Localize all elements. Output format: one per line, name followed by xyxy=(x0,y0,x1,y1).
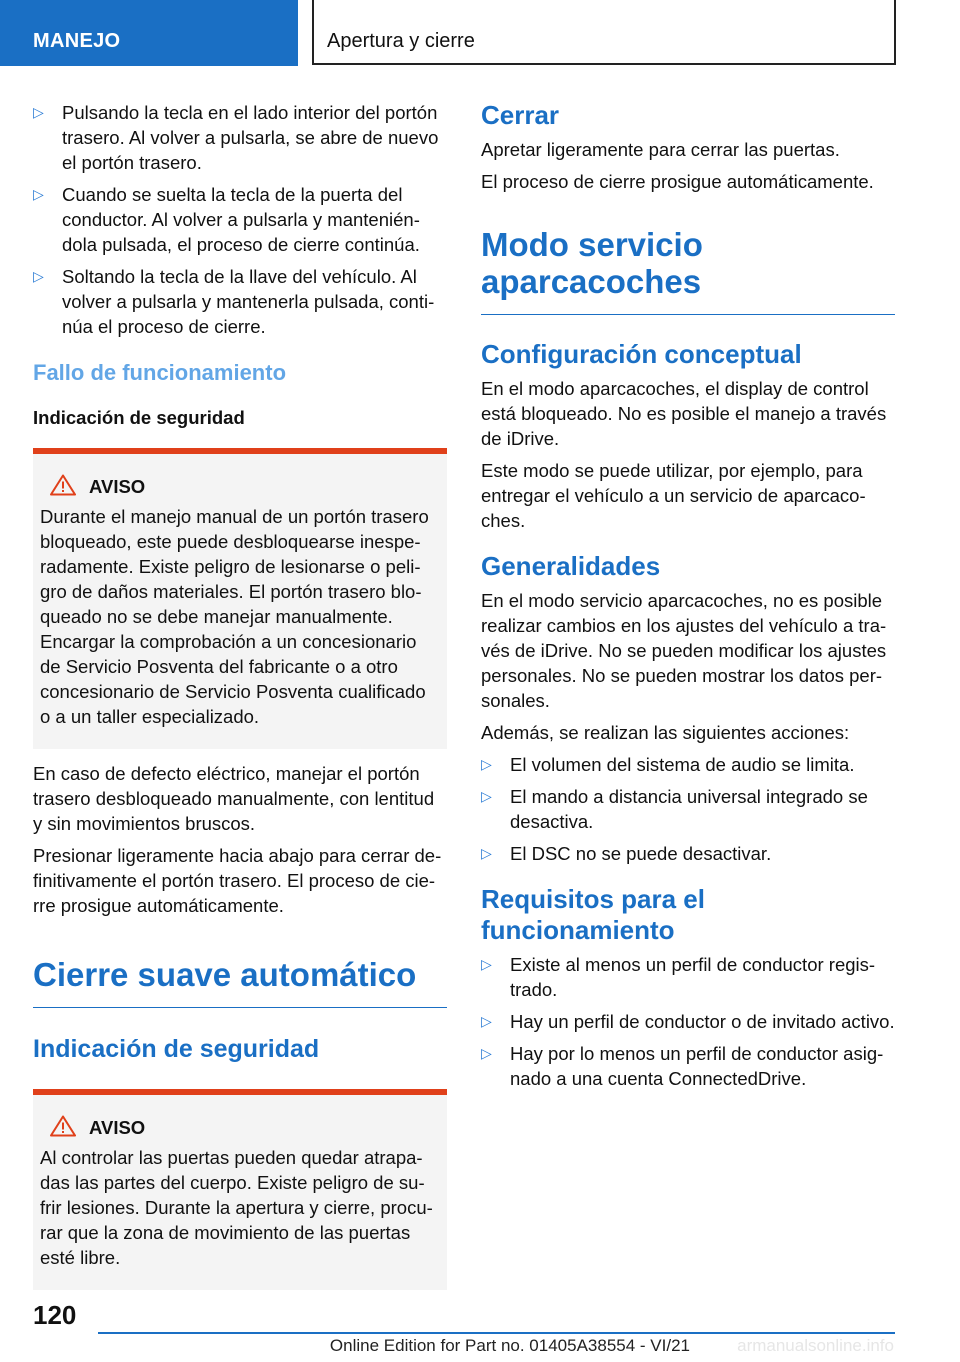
triangle-right-icon: ▷ xyxy=(481,845,492,861)
warning-triangle-icon xyxy=(50,1115,76,1143)
requirements-heading: Requisitos para el funcionamiento xyxy=(481,884,705,945)
subsection-heading: Indicación de seguridad xyxy=(33,1035,320,1063)
section-heading: Cierre suave automático xyxy=(33,956,447,1008)
page-header xyxy=(0,0,960,66)
warning-title: AVISO xyxy=(89,476,146,497)
paragraph: En caso de defecto eléctrico, manejar el portón trasero desbloqueado manualmente, con lentitud y sin movimientos bruscos. xyxy=(33,763,435,834)
triangle-right-icon: ▷ xyxy=(33,186,44,202)
chapter-title: Apertura y cierre xyxy=(312,0,896,65)
left-bullet-list xyxy=(33,100,447,339)
list-item: ▷ Cuando se suelta la tecla de la puerta del conductor. Al volver a pulsarla y manteniéndola pulsada, el proceso de cierre continúa. xyxy=(33,184,420,255)
page-number: 120 xyxy=(33,1300,77,1330)
warning-box xyxy=(33,448,447,749)
triangle-right-icon: ▷ xyxy=(33,104,44,120)
right-column xyxy=(481,100,895,1098)
list-item: ▷ El mando a distancia universal integrado se desactiva. xyxy=(481,786,868,832)
paragraph: En el modo aparcacoches, el display de control está bloqueado. No es posible el manejo a través de iDrive. xyxy=(481,378,887,449)
paragraph: Presionar ligeramente hacia abajo para cerrar definitivamente el portón trasero. El proceso de cierre prosigue automáticamente. xyxy=(33,845,442,916)
triangle-right-icon: ▷ xyxy=(481,956,492,972)
triangle-right-icon: ▷ xyxy=(481,1013,492,1029)
paragraph: El proceso de cierre prosigue automáticamente. xyxy=(481,171,874,192)
close-heading: Cerrar xyxy=(481,100,560,130)
warning-box xyxy=(33,1089,447,1290)
list-item: ▷ Pulsando la tecla en el lado interior del portón trasero. Al volver a pulsarla, se abre de nuevo el portón trasero. xyxy=(33,102,439,173)
watermark: armanualsonline.info xyxy=(737,1336,894,1355)
triangle-right-icon: ▷ xyxy=(481,756,492,772)
section-heading: Modo servicio aparcacoches xyxy=(481,226,895,315)
section-tab: MANEJO xyxy=(0,0,298,66)
requirements-bullet-list xyxy=(481,952,895,1091)
general-heading: Generalidades xyxy=(481,551,661,581)
edition-text: Online Edition for Part no. 01405A38554 - VI/21 xyxy=(329,1336,690,1355)
safety-heading: Indicación de seguridad xyxy=(33,407,245,428)
warning-triangle-icon xyxy=(50,474,76,502)
general-bullet-list xyxy=(481,752,895,866)
warning-text: Al controlar las puertas pueden quedar atrapadas las partes del cuerpo. Existe peligro de sufrir lesiones. Durante la apertura y cierre, procurar que la zona de movimiento de las puertas esté libre. xyxy=(40,1147,433,1268)
list-item: ▷ Hay un perfil de conductor o de invitado activo. xyxy=(481,1011,895,1032)
paragraph: Además, se realizan las siguientes acciones: xyxy=(481,722,850,743)
warning-text: Durante el manejo manual de un portón trasero bloqueado, este puede desbloquearse inesperadamente. Existe peligro de lesionarse o peligro de daños materiales. El portón trasero bloqueado no se debe manejar manualmente. Encargar la comprobación a un concesionario de Servicio Posventa del fabricante o a otro concesionario de Servicio Posventa cualificado o a un taller especializado. xyxy=(40,506,429,727)
list-item: ▷ Existe al menos un perfil de conductor registrado. xyxy=(481,954,876,1000)
paragraph: Apretar ligeramente para cerrar las puertas. xyxy=(481,139,840,160)
triangle-right-icon: ▷ xyxy=(481,1045,492,1061)
warning-title: AVISO xyxy=(89,1117,146,1138)
paragraph: En el modo servicio aparcacoches, no es posible realizar cambios en los ajustes del vehículo a través de iDrive. No se pueden modificar los ajustes personales. No se pueden mostrar los datos personales. xyxy=(481,590,887,711)
list-item: ▷ Soltando la tecla de la llave del vehículo. Al volver a pulsarla y mantenerla pulsada, continúa el proceso de cierre. xyxy=(33,266,435,337)
footer-divider xyxy=(98,1332,895,1334)
list-item: ▷ El DSC no se puede desactivar. xyxy=(481,843,772,864)
concept-heading: Configuración conceptual xyxy=(481,339,802,369)
list-item: ▷ Hay por lo menos un perfil de conductor asignado a una cuenta ConnectedDrive. xyxy=(481,1043,884,1089)
triangle-right-icon: ▷ xyxy=(33,268,44,284)
malfunction-heading: Fallo de funcionamiento xyxy=(33,360,287,385)
list-item: ▷ El volumen del sistema de audio se limita. xyxy=(481,754,855,775)
triangle-right-icon: ▷ xyxy=(481,788,492,804)
left-column xyxy=(33,100,447,1302)
paragraph: Este modo se puede utilizar, por ejemplo, para entregar el vehículo a un servicio de aparcacoches. xyxy=(481,460,866,531)
